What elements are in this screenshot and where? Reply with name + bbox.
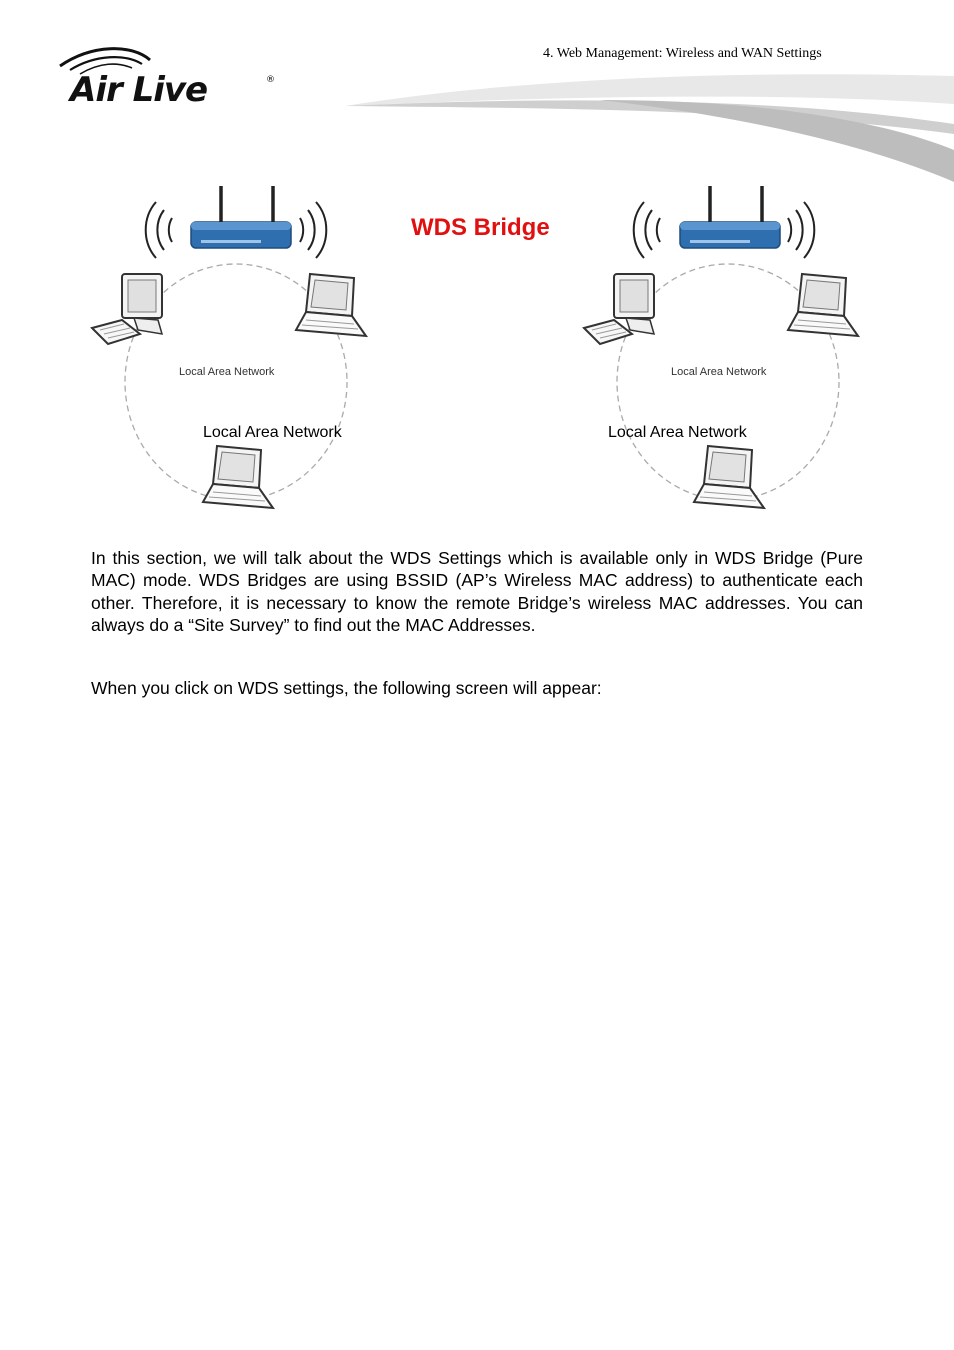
laptop-icon (203, 446, 273, 508)
laptop-icon (296, 274, 366, 336)
router-icon (191, 186, 291, 248)
right-network (584, 186, 858, 508)
router-icon (680, 186, 780, 248)
right-lan-inner-label: Local Area Network (671, 366, 767, 378)
left-lan-inner-label: Local Area Network (179, 366, 275, 378)
section-header: 4. Web Management: Wireless and WAN Settings (543, 46, 822, 61)
left-network (92, 186, 366, 508)
laptop-icon (694, 446, 764, 508)
desktop-icon (584, 274, 654, 344)
paragraph-wds-screen: When you click on WDS settings, the following screen will appear: (91, 678, 602, 698)
logo-wordmark: Air Live (70, 70, 208, 110)
desktop-icon (92, 274, 162, 344)
wireless-signal-icon (146, 202, 172, 258)
paragraph-wds-intro: In this section, we will talk about the WDS Settings which is available only in WDS Bridge (Pure MAC) mode. WDS Bridges are using BSSID (AP’s Wireless MAC address) to authenticate each other. Therefore, it is necessary to know the remote Bridge’s wireless MAC addresses. You can always do a “Site Survey” to find out the MAC Addresses. (91, 548, 863, 635)
right-lan-label: Local Area Network (608, 424, 747, 441)
diagram-title: WDS Bridge (411, 214, 550, 241)
left-lan-label: Local Area Network (203, 424, 342, 441)
logo-registered-mark: ® (266, 75, 275, 85)
wireless-signal-icon (634, 202, 660, 258)
wireless-signal-icon (300, 202, 326, 258)
wireless-signal-icon (788, 202, 814, 258)
laptop-icon (788, 274, 858, 336)
